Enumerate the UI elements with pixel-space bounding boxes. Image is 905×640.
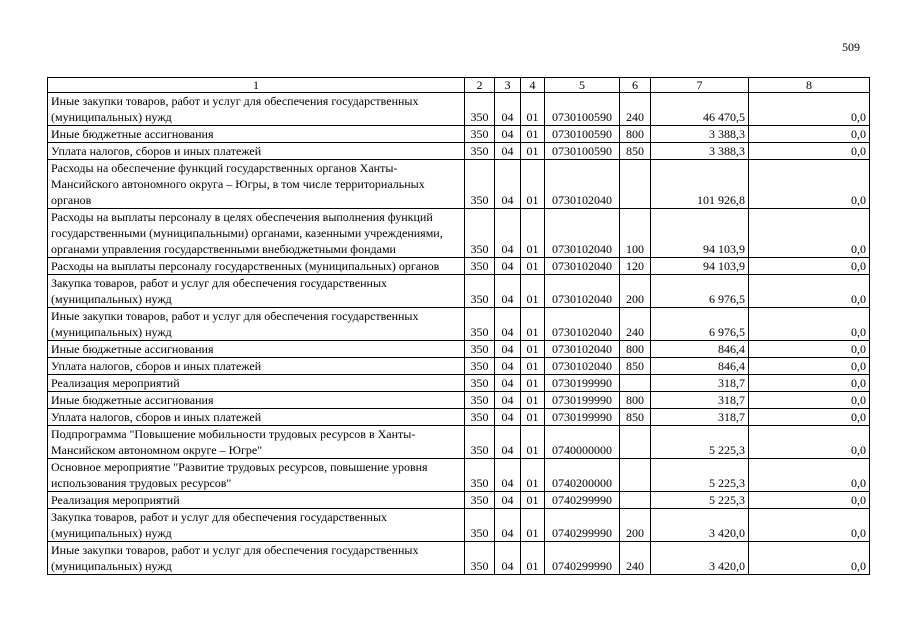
- row-description: Реализация мероприятий: [48, 375, 465, 392]
- code-cell: [620, 459, 651, 492]
- row-description: Иные закупки товаров, работ и услуг для обеспечения государственных (муниципальных) нужд: [48, 93, 465, 126]
- table-row: [48, 492, 870, 509]
- code-cell: 350: [465, 375, 495, 392]
- code-cell: 0730100590: [545, 93, 620, 126]
- row-description: Расходы на выплаты персоналу государственных (муниципальных) органов: [48, 258, 465, 275]
- row-description: Закупка товаров, работ и услуг для обеспечения государственных (муниципальных) нужд: [48, 275, 465, 308]
- table-row: [48, 426, 870, 459]
- page-number: 509: [842, 40, 860, 54]
- table-row: [48, 358, 870, 375]
- code-cell: 0730102040: [545, 258, 620, 275]
- row-description: Иные бюджетные ассигнования: [48, 341, 465, 358]
- amount-cell: 94 103,9: [651, 209, 749, 258]
- code-cell: 850: [620, 409, 651, 426]
- amount-cell: 5 225,3: [651, 492, 749, 509]
- amount-cell: 0,0: [749, 509, 870, 542]
- code-cell: 04: [495, 375, 521, 392]
- code-cell: [620, 492, 651, 509]
- code-cell: 04: [495, 358, 521, 375]
- table-row: [48, 375, 870, 392]
- amount-cell: 846,4: [651, 341, 749, 358]
- amount-cell: 0,0: [749, 93, 870, 126]
- amount-cell: 0,0: [749, 542, 870, 575]
- code-cell: 0730102040: [545, 341, 620, 358]
- row-description: Подпрограмма "Повышение мобильности трудовых ресурсов в Ханты-Мансийском автономном округе – Югре": [48, 426, 465, 459]
- code-cell: 01: [521, 509, 545, 542]
- amount-cell: 0,0: [749, 358, 870, 375]
- code-cell: 350: [465, 492, 495, 509]
- code-cell: 350: [465, 275, 495, 308]
- amount-cell: 5 225,3: [651, 459, 749, 492]
- code-cell: 04: [495, 542, 521, 575]
- code-cell: 0740200000: [545, 459, 620, 492]
- code-cell: 04: [495, 93, 521, 126]
- code-cell: 01: [521, 275, 545, 308]
- code-cell: 04: [495, 160, 521, 209]
- code-cell: 04: [495, 143, 521, 160]
- code-cell: 01: [521, 358, 545, 375]
- row-description: Расходы на обеспечение функций государственных органов Ханты-Мансийского автономного округа – Югры, в том числе территориальных органов: [48, 160, 465, 209]
- amount-cell: 0,0: [749, 258, 870, 275]
- amount-cell: 0,0: [749, 426, 870, 459]
- table-row: [48, 160, 870, 209]
- amount-cell: 0,0: [749, 160, 870, 209]
- code-cell: 04: [495, 126, 521, 143]
- code-cell: 01: [521, 426, 545, 459]
- code-cell: 04: [495, 258, 521, 275]
- amount-cell: 5 225,3: [651, 426, 749, 459]
- table-body: [48, 93, 870, 575]
- code-cell: 01: [521, 160, 545, 209]
- code-cell: 240: [620, 93, 651, 126]
- table-row: [48, 209, 870, 258]
- code-cell: 0740299990: [545, 542, 620, 575]
- amount-cell: 846,4: [651, 358, 749, 375]
- table-row: [48, 509, 870, 542]
- table-row: [48, 143, 870, 160]
- column-header: 1: [48, 78, 465, 93]
- amount-cell: 3 420,0: [651, 542, 749, 575]
- code-cell: 0740000000: [545, 426, 620, 459]
- code-cell: 01: [521, 143, 545, 160]
- code-cell: 200: [620, 509, 651, 542]
- code-cell: 01: [521, 459, 545, 492]
- code-cell: 800: [620, 341, 651, 358]
- code-cell: 04: [495, 275, 521, 308]
- table-row: [48, 93, 870, 126]
- code-cell: 01: [521, 392, 545, 409]
- code-cell: 350: [465, 308, 495, 341]
- table-row: [48, 258, 870, 275]
- table-row: [48, 392, 870, 409]
- table-row: [48, 459, 870, 492]
- amount-cell: 3 388,3: [651, 126, 749, 143]
- code-cell: 04: [495, 459, 521, 492]
- amount-cell: 0,0: [749, 341, 870, 358]
- amount-cell: 0,0: [749, 143, 870, 160]
- column-header: 8: [749, 78, 870, 93]
- column-header: 7: [651, 78, 749, 93]
- row-description: Расходы на выплаты персоналу в целях обеспечения выполнения функций государственными (муниципальными) органами, казенными учреждениями, органами управления государственными внебюджетными фондами: [48, 209, 465, 258]
- code-cell: 04: [495, 209, 521, 258]
- code-cell: 01: [521, 409, 545, 426]
- code-cell: 0730102040: [545, 209, 620, 258]
- amount-cell: 0,0: [749, 275, 870, 308]
- code-cell: 350: [465, 143, 495, 160]
- code-cell: 350: [465, 126, 495, 143]
- amount-cell: 0,0: [749, 209, 870, 258]
- amount-cell: 0,0: [749, 308, 870, 341]
- row-description: Уплата налогов, сборов и иных платежей: [48, 143, 465, 160]
- code-cell: 01: [521, 375, 545, 392]
- code-cell: 04: [495, 509, 521, 542]
- code-cell: 350: [465, 209, 495, 258]
- amount-cell: 101 926,8: [651, 160, 749, 209]
- amount-cell: 6 976,5: [651, 275, 749, 308]
- code-cell: 01: [521, 258, 545, 275]
- code-cell: 0730100590: [545, 126, 620, 143]
- table-header-row: [48, 78, 870, 93]
- amount-cell: 318,7: [651, 375, 749, 392]
- code-cell: [620, 160, 651, 209]
- code-cell: 04: [495, 392, 521, 409]
- code-cell: 01: [521, 492, 545, 509]
- code-cell: 04: [495, 492, 521, 509]
- code-cell: 800: [620, 392, 651, 409]
- code-cell: 350: [465, 341, 495, 358]
- table-row: [48, 409, 870, 426]
- column-header: 5: [545, 78, 620, 93]
- column-header: 4: [521, 78, 545, 93]
- amount-cell: 0,0: [749, 409, 870, 426]
- code-cell: 01: [521, 308, 545, 341]
- code-cell: 350: [465, 258, 495, 275]
- row-description: Основное мероприятие "Развитие трудовых ресурсов, повышение уровня использования трудовых ресурсов": [48, 459, 465, 492]
- code-cell: 0730102040: [545, 160, 620, 209]
- code-cell: 100: [620, 209, 651, 258]
- code-cell: 0740299990: [545, 492, 620, 509]
- code-cell: 350: [465, 509, 495, 542]
- code-cell: 01: [521, 93, 545, 126]
- code-cell: 350: [465, 426, 495, 459]
- row-description: Закупка товаров, работ и услуг для обеспечения государственных (муниципальных) нужд: [48, 509, 465, 542]
- code-cell: 240: [620, 542, 651, 575]
- table-row: [48, 341, 870, 358]
- code-cell: 350: [465, 409, 495, 426]
- code-cell: 01: [521, 341, 545, 358]
- column-header: 3: [495, 78, 521, 93]
- code-cell: 350: [465, 542, 495, 575]
- code-cell: 850: [620, 358, 651, 375]
- code-cell: 0730102040: [545, 308, 620, 341]
- code-cell: 04: [495, 426, 521, 459]
- amount-cell: 0,0: [749, 492, 870, 509]
- amount-cell: 318,7: [651, 392, 749, 409]
- column-header: 2: [465, 78, 495, 93]
- row-description: Иные закупки товаров, работ и услуг для обеспечения государственных (муниципальных) нужд: [48, 308, 465, 341]
- code-cell: 0730100590: [545, 143, 620, 160]
- table-row: [48, 126, 870, 143]
- code-cell: 0730199990: [545, 392, 620, 409]
- amount-cell: 0,0: [749, 126, 870, 143]
- amount-cell: 318,7: [651, 409, 749, 426]
- code-cell: 01: [521, 126, 545, 143]
- row-description: Уплата налогов, сборов и иных платежей: [48, 358, 465, 375]
- code-cell: 800: [620, 126, 651, 143]
- code-cell: 350: [465, 358, 495, 375]
- table-row: [48, 542, 870, 575]
- amount-cell: 6 976,5: [651, 308, 749, 341]
- row-description: Иные закупки товаров, работ и услуг для обеспечения государственных (муниципальных) нужд: [48, 542, 465, 575]
- code-cell: 04: [495, 308, 521, 341]
- row-description: Уплата налогов, сборов и иных платежей: [48, 409, 465, 426]
- amount-cell: 46 470,5: [651, 93, 749, 126]
- code-cell: 04: [495, 341, 521, 358]
- code-cell: 240: [620, 308, 651, 341]
- code-cell: 850: [620, 143, 651, 160]
- code-cell: 0730102040: [545, 358, 620, 375]
- row-description: Иные бюджетные ассигнования: [48, 392, 465, 409]
- budget-table: [47, 77, 870, 575]
- code-cell: 01: [521, 209, 545, 258]
- amount-cell: 0,0: [749, 459, 870, 492]
- table-row: [48, 308, 870, 341]
- column-header: 6: [620, 78, 651, 93]
- code-cell: 120: [620, 258, 651, 275]
- code-cell: [620, 375, 651, 392]
- code-cell: 0730199990: [545, 409, 620, 426]
- code-cell: 350: [465, 459, 495, 492]
- amount-cell: 0,0: [749, 375, 870, 392]
- row-description: Иные бюджетные ассигнования: [48, 126, 465, 143]
- code-cell: 0730102040: [545, 275, 620, 308]
- amount-cell: 0,0: [749, 392, 870, 409]
- code-cell: 04: [495, 409, 521, 426]
- code-cell: 01: [521, 542, 545, 575]
- code-cell: 0740299990: [545, 509, 620, 542]
- amount-cell: 3 420,0: [651, 509, 749, 542]
- code-cell: [620, 426, 651, 459]
- code-cell: 350: [465, 392, 495, 409]
- code-cell: 350: [465, 160, 495, 209]
- row-description: Реализация мероприятий: [48, 492, 465, 509]
- code-cell: 0730199990: [545, 375, 620, 392]
- code-cell: 200: [620, 275, 651, 308]
- code-cell: 350: [465, 93, 495, 126]
- table-row: [48, 275, 870, 308]
- amount-cell: 94 103,9: [651, 258, 749, 275]
- amount-cell: 3 388,3: [651, 143, 749, 160]
